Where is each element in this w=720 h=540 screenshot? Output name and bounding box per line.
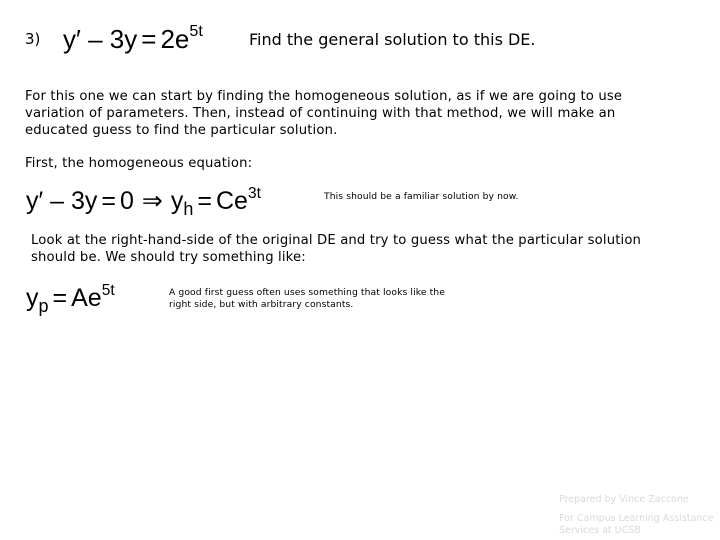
yp-subscript: p <box>38 295 49 316</box>
main-differential-equation <box>63 22 203 54</box>
yp-base: y <box>26 284 39 312</box>
yh-subscript: h <box>183 198 194 219</box>
particular-note: A good first guess often uses something that looks like the right side, but with arbitrary constants. <box>169 287 445 310</box>
particular-guess-text: Look at the right-hand-side of the original DE and try to guess what the particular solution should be. We should try something like: <box>31 233 642 265</box>
main-eq-rhs-exponent: 5t <box>189 22 203 41</box>
homogeneous-equation <box>26 184 261 219</box>
homogeneous-note: This should be a familiar solution by now. <box>324 191 519 202</box>
particular-guess-base: Ae <box>71 284 102 312</box>
credit-author: Prepared by Vince Zaccone <box>559 494 689 505</box>
particular-equals: = <box>52 284 68 312</box>
credit-organization: For Campus Learning Assistance Services at UCSB <box>559 513 714 536</box>
homog-eq-zero: 0 <box>120 187 134 215</box>
homog-solution-base: Ce <box>215 187 248 215</box>
main-eq-rhs-base: 2e <box>160 24 190 54</box>
problem-instruction: Find the general solution to this DE. <box>249 30 536 49</box>
homog-eq-lhs: y′ – 3y <box>26 187 98 215</box>
homogeneous-label: First, the homogeneous equation: <box>25 156 253 171</box>
homog-eq-equals: = <box>101 187 116 215</box>
main-eq-equals: = <box>141 24 157 54</box>
implies-arrow-icon: ⇒ <box>141 187 163 215</box>
intro-paragraph: For this one we can start by finding the homogeneous solution, as if we are going to use variation of parameters. Then, instead of continuing with that method, we will make an educated guess to find the particular solution. <box>25 89 623 138</box>
particular-guess-equation <box>26 281 115 316</box>
yh-base: y <box>170 187 184 215</box>
homog-solution-exponent: 3t <box>247 184 261 202</box>
main-eq-lhs: y′ – 3y <box>63 24 138 54</box>
particular-guess-exponent: 5t <box>101 281 115 299</box>
homog-solution-equals: = <box>197 187 212 215</box>
problem-number: 3) <box>25 30 41 48</box>
